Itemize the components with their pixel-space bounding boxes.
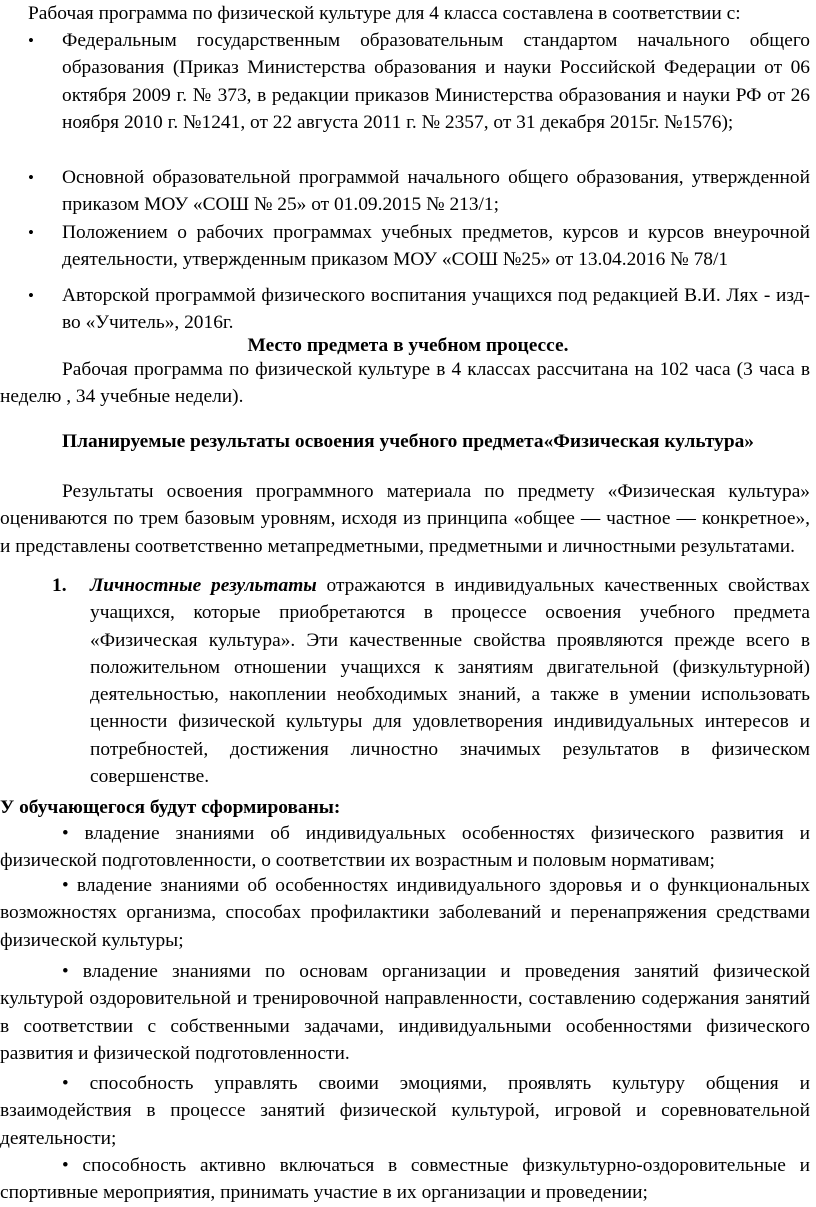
bullet-icon: • [62, 875, 69, 896]
bullet-icon: • [28, 286, 34, 305]
formed-item [0, 872, 810, 954]
list-item [0, 27, 816, 164]
bullet-icon: • [62, 1073, 69, 1094]
formed-item-text: владение знаниями об особенностях индивидуального здоровья и о функциональных возможностях организма, способах профилактики заболеваний и перенапряжения средствами физической культуры; [0, 875, 810, 951]
personal-results-item [52, 572, 810, 790]
list-item-text: Федеральным государственным образовательным стандартом начального общего образования (Приказ Министерства образования и науки Российской Федерации от 06 октября 2009 г. № 373, в редакции приказов Министерства образования и науки РФ от 26 ноября 2010 г. №1241, от 22 августа 2011 г. № 2357, от 31 декабря 2015г. №1576); [62, 30, 810, 133]
bullet-icon: • [62, 1155, 69, 1176]
normative-list [0, 27, 816, 337]
list-item-text: Положением о рабочих программах учебных предметов, курсов и курсов внеурочной деятельности, утвержденным приказом МОУ «СОШ №25» от 13.04.2016 № 78/1 [62, 222, 810, 271]
formed-item-text: владение знаниями об индивидуальных особенностях физического развития и физической подготовленности, о соответствии их возрастным и половым нормативам; [0, 823, 810, 872]
bullet-icon: • [28, 168, 34, 187]
item-title: Личностные результаты [90, 575, 317, 596]
bullet-icon: • [62, 961, 69, 982]
formed-item-text: способность активно включаться в совместные физкультурно-оздоровительные и спортивные мероприятия, принимать участие в их организации и проведении; [0, 1155, 810, 1204]
bullet-icon: • [28, 31, 34, 50]
formed-item [0, 1152, 810, 1207]
formed-item-text: способность управлять своими эмоциями, проявлять культуру общения и взаимодействия в процессе занятий физической культурой, игровой и соревновательной деятельности; [0, 1073, 810, 1149]
list-item-text: Основной образовательной программой начального общего образования, утвержденной приказом МОУ «СОШ № 25» от 01.09.2015 № 213/1; [62, 167, 810, 216]
formed-heading: У обучающегося будут сформированы: [0, 797, 341, 818]
formed-item [0, 1070, 810, 1152]
results-heading: Планируемые результаты освоения учебного предмета«Физическая культура» [62, 431, 754, 452]
item-text: отражаются в индивидуальных качественных свойствах учащихся, которые приобретаются в процессе освоения учебного предмета «Физическая культура». Эти качественные свойства проявляются прежде всего в положительном отношении учащихся к занятиям двигательной (физкультурной) деятельностью, накоплении необходимых знаний, а также в умении использовать ценности физической культуры для удовлетворения индивидуальных интересов и потребностей, достижения личностно значимых результатов в физическом совершенстве. [90, 575, 810, 788]
item-number: 1. [52, 575, 67, 596]
list-item [0, 282, 816, 337]
list-item [0, 164, 816, 219]
bullet-icon: • [62, 823, 69, 844]
bullet-icon: • [28, 223, 34, 242]
formed-item [0, 820, 810, 875]
results-intro-paragraph: Результаты освоения программного материала по предмету «Физическая культура» оцениваются по трем базовым уровням, исходя из принципа «общее — частное — конкретное», и представлены соответственно метапредметными, предметными и личностными результатами. [0, 481, 810, 557]
list-item [0, 219, 816, 282]
formed-item [0, 958, 810, 1067]
formed-item-text: владение знаниями по основам организации и проведения занятий физической культурой оздоровительной и тренировочной направленности, составлению содержания занятий в соответствии с собственными задачами, индивидуальными особенностями физического развития и физической подготовленности. [0, 961, 810, 1064]
list-item-text: Авторской программой физического воспитания учащихся под редакцией В.И. Лях - изд-во «Учитель», 2016г. [62, 285, 810, 334]
place-heading: Место предмета в учебном процессе. [247, 335, 569, 356]
intro-line: Рабочая программа по физической культуре для 4 класса составлена в соответствии с: [28, 3, 741, 24]
place-paragraph: Рабочая программа по физической культуре в 4 классах рассчитана на 102 часа (3 часа в неделю , 34 учебные недели). [0, 359, 810, 408]
